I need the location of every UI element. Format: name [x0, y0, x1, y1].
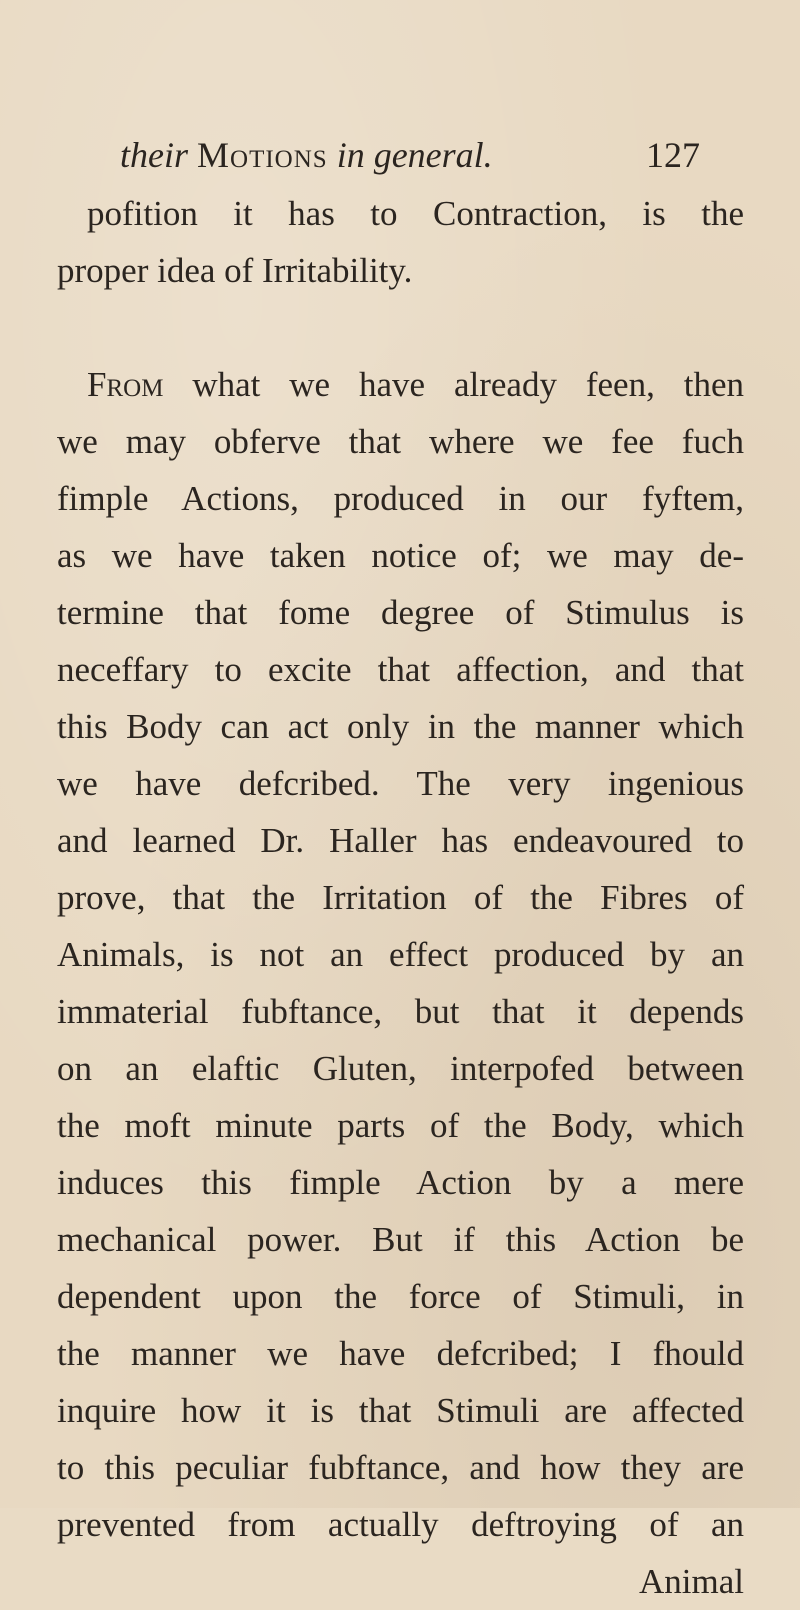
text-line: this Body can act only in the manner which: [57, 707, 744, 746]
text-line: fimple Actions, produced in our fyftem,: [57, 479, 744, 518]
text-line: prove, that the Irritation of the Fibres of: [57, 878, 744, 917]
text-line: we have defcribed. The very ingenious: [57, 764, 744, 803]
text-line: as we have taken notice of; we may de-: [57, 536, 744, 575]
body-text: [57, 185, 744, 1610]
paragraph-opening-rest: what we have already feen, then: [163, 365, 744, 404]
text-line: mechanical power. But if this Action be: [57, 1220, 744, 1259]
text-line: inquire how it is that Stimuli are affected: [57, 1391, 744, 1430]
running-head-title: [120, 131, 493, 179]
text-line: neceffary to excite that affection, and that: [57, 650, 744, 689]
text-line: proper idea of Irritability.: [57, 251, 413, 290]
text-line: prevented from actually deftroying of an: [57, 1505, 744, 1544]
running-head-smallcaps: Motions: [197, 135, 328, 175]
running-head: [120, 131, 700, 179]
text-line: we may obferve that where we fee fuch: [57, 422, 744, 461]
page-number: 127: [646, 135, 700, 175]
text-line: pofition it has to Contraction, is the: [87, 194, 744, 233]
catchword: Animal: [639, 1562, 744, 1601]
text-line: immaterial fubftance, but that it depends: [57, 992, 744, 1031]
text-line: dependent upon the force of Stimuli, in: [57, 1277, 744, 1316]
text-line: on an elaftic Gluten, interpofed between: [57, 1049, 744, 1088]
text-line: termine that fome degree of Stimulus is: [57, 593, 744, 632]
paragraph-opening-line: [57, 356, 744, 413]
text-line: induces this fimple Action by a mere: [57, 1163, 744, 1202]
text-line: the moft minute parts of the Body, which: [57, 1106, 744, 1145]
paragraph-opening-word: From: [87, 365, 164, 404]
text-line: and learned Dr. Haller has endeavoured to: [57, 821, 744, 860]
running-head-prefix: their: [120, 135, 188, 175]
text-line: Animals, is not an effect produced by an: [57, 935, 744, 974]
text-line: the manner we have defcribed; I fhould: [57, 1334, 744, 1373]
running-head-suffix: in general.: [336, 135, 493, 175]
text-line: to this peculiar fubftance, and how they are: [57, 1448, 744, 1487]
